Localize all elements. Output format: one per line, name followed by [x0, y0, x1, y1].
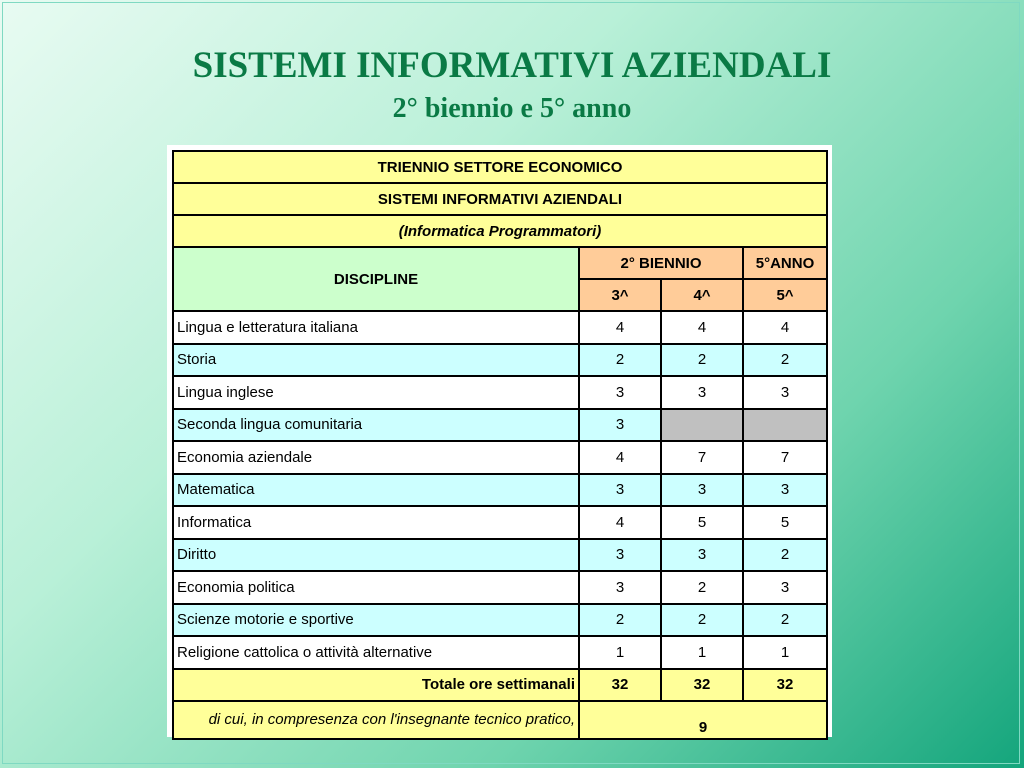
- hours-year-5: 1: [743, 636, 827, 669]
- table-row: [173, 604, 827, 637]
- total-year-5: 32: [743, 669, 827, 701]
- hours-year-4: 3: [661, 376, 743, 409]
- hours-year-3: 3: [579, 474, 661, 507]
- hours-year-5: 2: [743, 344, 827, 377]
- hours-year-5: 3: [743, 376, 827, 409]
- compresence-row: [173, 701, 827, 739]
- year-5-header: 5^: [743, 279, 827, 311]
- hours-year-4: 3: [661, 539, 743, 572]
- table-row: [173, 539, 827, 572]
- hours-year-4: 2: [661, 604, 743, 637]
- hours-year-5-empty: [743, 409, 827, 442]
- discipline-name: Matematica: [173, 474, 579, 507]
- hours-year-4: 2: [661, 571, 743, 604]
- hours-year-3: 3: [579, 409, 661, 442]
- total-year-3: 32: [579, 669, 661, 701]
- discipline-name: Diritto: [173, 539, 579, 572]
- year-4-header: 4^: [661, 279, 743, 311]
- discipline-name: Lingua inglese: [173, 376, 579, 409]
- hours-year-3: 4: [579, 506, 661, 539]
- quinto-anno-header: 5°ANNO: [743, 247, 827, 279]
- hours-year-3: 4: [579, 311, 661, 344]
- hours-year-5: 2: [743, 604, 827, 637]
- slide-title: SISTEMI INFORMATIVI AZIENDALI: [192, 45, 832, 86]
- hours-year-3: 4: [579, 441, 661, 474]
- total-label: Totale ore settimanali: [173, 669, 579, 701]
- curriculum-table: [172, 150, 828, 740]
- hours-year-4: 3: [661, 474, 743, 507]
- hours-year-4: 2: [661, 344, 743, 377]
- table-header-sector: TRIENNIO SETTORE ECONOMICO: [173, 151, 827, 183]
- hours-year-3: 3: [579, 571, 661, 604]
- hours-year-4: 7: [661, 441, 743, 474]
- discipline-name: Informatica: [173, 506, 579, 539]
- total-year-4: 32: [661, 669, 743, 701]
- hours-year-3: 2: [579, 344, 661, 377]
- table-row: [173, 474, 827, 507]
- table-row: [173, 344, 827, 377]
- table-row: [173, 506, 827, 539]
- table-row: [173, 409, 827, 442]
- table-row: [173, 636, 827, 669]
- table-header-course: SISTEMI INFORMATIVI AZIENDALI: [173, 183, 827, 215]
- biennio-header: 2° BIENNIO: [579, 247, 743, 279]
- hours-year-3: 3: [579, 376, 661, 409]
- hours-year-4-empty: [661, 409, 743, 442]
- curriculum-table-container: [167, 145, 832, 737]
- hours-year-4: 1: [661, 636, 743, 669]
- hours-year-5: 3: [743, 571, 827, 604]
- discipline-name: Scienze motorie e sportive: [173, 604, 579, 637]
- discipline-name: Economia politica: [173, 571, 579, 604]
- hours-year-5: 2: [743, 539, 827, 572]
- slide-subtitle: 2° biennio e 5° anno: [392, 93, 632, 124]
- hours-year-5: 5: [743, 506, 827, 539]
- discipline-name: Religione cattolica o attività alternative: [173, 636, 579, 669]
- discipline-name: Seconda lingua comunitaria: [173, 409, 579, 442]
- table-row: [173, 571, 827, 604]
- table-header-articulation: (Informatica Programmatori): [173, 215, 827, 247]
- hours-year-5: 4: [743, 311, 827, 344]
- hours-year-3: 1: [579, 636, 661, 669]
- discipline-name: Storia: [173, 344, 579, 377]
- hours-year-3: 3: [579, 539, 661, 572]
- table-row: [173, 441, 827, 474]
- discipline-name: Lingua e letteratura italiana: [173, 311, 579, 344]
- table-row: [173, 376, 827, 409]
- table-row: [173, 311, 827, 344]
- hours-year-4: 5: [661, 506, 743, 539]
- hours-year-5: 3: [743, 474, 827, 507]
- totals-row: [173, 669, 827, 701]
- hours-year-3: 2: [579, 604, 661, 637]
- hours-year-5: 7: [743, 441, 827, 474]
- discipline-name: Economia aziendale: [173, 441, 579, 474]
- compresence-label: di cui, in compresenza con l'insegnante tecnico pratico,: [173, 701, 579, 739]
- year-3-header: 3^: [579, 279, 661, 311]
- compresence-value: 9: [579, 701, 827, 739]
- hours-year-4: 4: [661, 311, 743, 344]
- disciplines-header: DISCIPLINE: [173, 247, 579, 311]
